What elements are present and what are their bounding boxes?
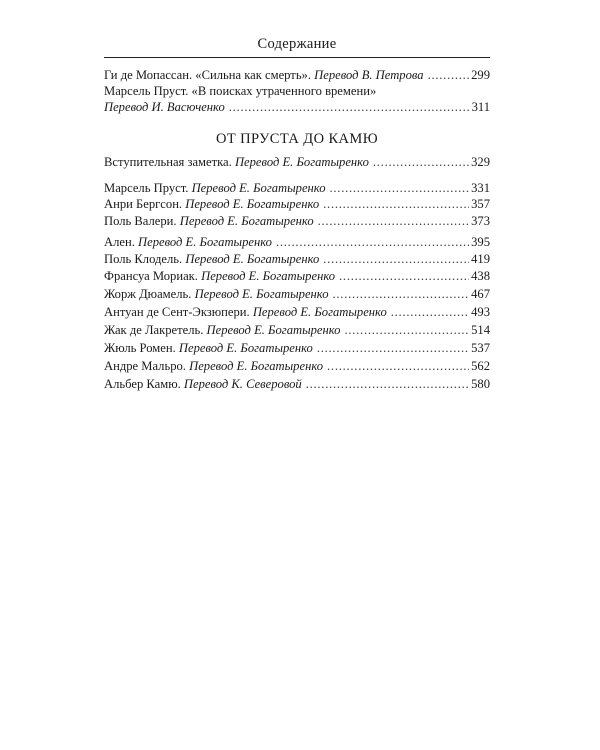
entry-author: Ален. — [104, 235, 135, 249]
entry-translator: Перевод В. Петрова — [314, 68, 424, 82]
toc-entry[interactable] — [104, 305, 490, 321]
dot-leader — [317, 341, 469, 356]
entry-author: Жюль Ромен. — [104, 341, 176, 355]
toc-entry[interactable] — [104, 287, 490, 303]
entry-author: Жорж Дюамель. — [104, 287, 192, 301]
toc-entry-proust-title: Марсель Пруст. «В поисках утраченного времени» — [104, 84, 377, 98]
header-rule — [104, 57, 490, 58]
dot-leader — [306, 377, 469, 392]
entry-translator: Перевод Е. Богатыренко — [252, 305, 387, 319]
dot-leader — [330, 181, 470, 196]
entry-translator: Перевод Е. Богатыренко — [201, 269, 336, 283]
toc-entry[interactable] — [104, 377, 490, 393]
section-heading: ОТ ПРУСТА ДО КАМЮ — [215, 131, 379, 147]
entry-page: 419 — [471, 252, 490, 266]
entry-author: Андре Мальро. — [104, 359, 186, 373]
toc-entry[interactable] — [104, 252, 490, 268]
entry-translator: Перевод Е. Богатыренко — [191, 181, 326, 195]
entry-author: Марсель Пруст. — [104, 181, 189, 195]
entry-translator: Перевод Е. Богатыренко — [234, 155, 369, 169]
entry-page: 299 — [471, 68, 490, 82]
entry-author: Анри Бергсон. — [104, 197, 183, 211]
entry-translator: Перевод Е. Богатыренко — [189, 359, 324, 373]
running-head: Содержание — [257, 36, 337, 52]
toc-entry-intro[interactable] — [104, 155, 490, 171]
entry-page: 438 — [471, 269, 490, 283]
entry-author: Франсуа Мориак. — [104, 269, 198, 283]
entry-page: 331 — [471, 181, 490, 195]
dot-leader — [391, 305, 469, 320]
dot-leader — [323, 252, 469, 267]
entry-author: Жак де Лакретель. — [104, 323, 204, 337]
dot-leader — [318, 214, 469, 229]
dot-leader — [333, 287, 470, 302]
dot-leader — [339, 269, 469, 284]
dot-leader — [229, 100, 470, 115]
toc-entry[interactable] — [104, 181, 490, 197]
entry-translator: Перевод Е. Богатыренко — [194, 287, 329, 301]
entry-translator: Перевод Е. Богатыренко — [178, 341, 313, 355]
toc-entry[interactable] — [104, 197, 490, 213]
entry-translator: Перевод К. Северовой — [183, 377, 302, 391]
entry-author: Антуан де Сент-Экзюпери. — [104, 305, 250, 319]
toc-entry[interactable] — [104, 323, 490, 339]
entry-translator: Перевод Е. Богатыренко — [185, 252, 320, 266]
entry-author: Ги де Мопассан. «Сильна как смерть». — [104, 68, 312, 82]
toc-entry[interactable] — [104, 359, 490, 375]
dot-leader — [373, 155, 469, 170]
toc-entry[interactable] — [104, 341, 490, 357]
entry-page: 329 — [471, 155, 490, 169]
entry-author: Альбер Камю. — [104, 377, 181, 391]
dot-leader — [428, 68, 470, 83]
toc-entry[interactable] — [104, 235, 490, 251]
toc-entry[interactable] — [104, 214, 490, 230]
toc-entry[interactable] — [104, 269, 490, 285]
dot-leader — [327, 359, 469, 374]
entry-translator: Перевод Е. Богатыренко — [185, 197, 320, 211]
entry-translator: Перевод И. Васюченко — [104, 100, 225, 114]
entry-page: 537 — [471, 341, 490, 355]
toc-entry-maupassant[interactable] — [104, 68, 490, 84]
entry-page: 467 — [471, 287, 490, 301]
entry-translator: Перевод Е. Богатыренко — [206, 323, 341, 337]
entry-page: 580 — [471, 377, 490, 391]
entry-translator: Перевод Е. Богатыренко — [138, 235, 272, 249]
entry-page: 311 — [471, 100, 490, 114]
dot-leader — [323, 197, 469, 212]
entry-author: Вступительная заметка. — [104, 155, 232, 169]
entry-translator: Перевод Е. Богатыренко — [179, 214, 314, 228]
entry-author: Поль Валери. — [104, 214, 177, 228]
entry-page: 562 — [471, 359, 490, 373]
entry-page: 357 — [471, 197, 490, 211]
entry-author: Поль Клодель. — [104, 252, 183, 266]
dot-leader — [276, 235, 469, 250]
entry-page: 514 — [471, 323, 490, 337]
entry-page: 373 — [471, 214, 490, 228]
toc-entry-proust[interactable] — [104, 100, 490, 116]
entry-page: 395 — [471, 235, 490, 249]
entry-page: 493 — [471, 305, 490, 319]
dot-leader — [344, 323, 469, 338]
